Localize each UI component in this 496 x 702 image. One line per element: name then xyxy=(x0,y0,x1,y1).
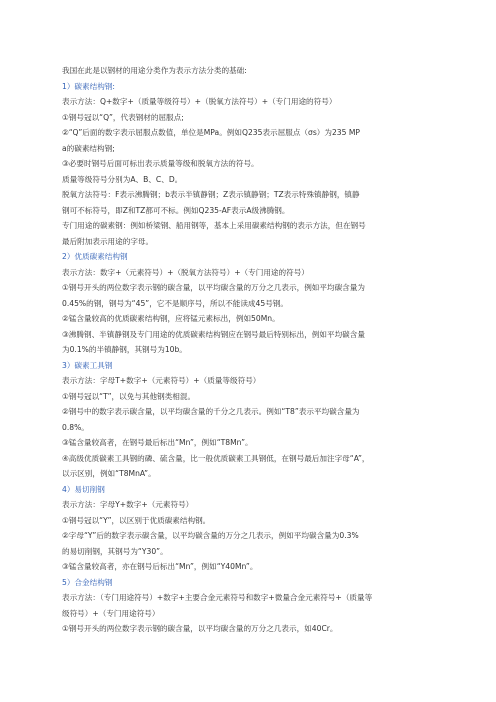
text-line: 质量等级符号分别为A、B、C、D。 xyxy=(62,174,183,184)
text-line: 钢可不标符号，即Z和TZ都可不标。例如Q235-AF表示A级沸腾钢。 xyxy=(62,205,290,215)
text-line: 最后附加表示用途的字母。 xyxy=(62,236,154,246)
text-line: ③锰含量较高者，在钢号最后标出“Mn”，例如“T8Mn”。 xyxy=(62,438,253,447)
text-line: 表示方法：数字+（元素符号）+（脱氧方法符号）+（专门用途的符号） xyxy=(62,267,309,277)
text-line: ①钢号冠以“T”，以免与其他钢类相混。 xyxy=(62,391,196,401)
text-line: ②锰含量较高的优质碳素结构钢，应将锰元素标出，例如50Mn。 xyxy=(62,314,280,323)
section-heading: 3）碳素工具钢 xyxy=(62,360,113,370)
text-line: 脱氧方法符号：F表示沸腾钢；b表示半镇静钢；Z表示镇静钢；TZ表示特殊镇静钢，镇静 xyxy=(62,190,360,199)
text-line: 我国在此是以钢材的用途分类作为表示方法分类的基础: xyxy=(62,66,247,75)
text-line: 表示方法：字母T+数字+（元素符号）+（质量等级符号） xyxy=(62,376,261,385)
text-line: a的碳素结构钢; xyxy=(62,143,115,153)
text-line: ③锰含量较高者，亦在钢号后标出“Mn”，例如“Y40Mn”。 xyxy=(62,562,258,571)
text-line: ①钢号冠以“Q”，代表钢材的屈服点; xyxy=(62,112,184,122)
text-line: ③必要时钢号后面可标出表示质量等级和脱氧方法的符号。 xyxy=(62,159,259,168)
text-line: 表示方法：字母Y+数字+（元素符号） xyxy=(62,500,194,509)
text-line: 0.45%的钢，钢号为“45”，它不是顺序号，所以不能读成45号钢。 xyxy=(62,298,288,308)
text-line: 0.8%。 xyxy=(62,422,89,432)
section-heading: 5）合金结构钢 xyxy=(62,577,113,587)
text-line: 专门用途的碳素钢：例如桥梁钢、船用钢等，基本上采用碳素结构钢的表示方法，但在钢号 xyxy=(62,221,366,230)
section-heading: 1）碳素结构钢: xyxy=(62,81,115,91)
text-line: ③沸腾钢、半镇静钢及专门用途的优质碳素结构钢应在钢号最后特别标出，例如平均碳含量 xyxy=(62,329,365,339)
text-line: 为0.1%的半镇静钢，其钢号为10b。 xyxy=(62,345,187,354)
text-line: ①钢号冠以“Y”，以区别于优质碳素结构钢。 xyxy=(62,515,211,525)
text-line: 表示方法：Q+数字+（质量等级符号）+（脱氧方法符号）+（专门用途的符号） xyxy=(62,97,337,106)
text-line: ①钢号开头的两位数字表示钢的碳含量，以平均碳含量的万分之几表示，例如平均碳含量为 xyxy=(62,283,365,292)
text-line: ①钢号开头的两位数字表示钢的碳含量，以平均碳含量的万分之几表示，如40Cr。 xyxy=(62,624,338,633)
text-line: ④高级优质碳素工具钢的磷、硫含量，比一般优质碳素工具钢低，在钢号最后加注字母“A”， xyxy=(62,453,370,463)
text-line: ②“Q”后面的数字表示屈服点数值，单位是MPa。例如Q235表示屈服点（σs）为235 MP xyxy=(62,128,360,137)
text-line: ②钢号中的数字表示碳含量，以平均碳含量的千分之几表示。例如“T8”表示平均碳含量为 xyxy=(62,407,360,416)
document-body xyxy=(62,63,442,637)
text-line: 表示方法：（专门用途符号）+数字+主要合金元素符号和数字+微量合金元素符号+（质量等 xyxy=(62,593,373,602)
section-heading: 2）优质碳素结构钢 xyxy=(62,252,128,261)
text-line: 级符号）+（专门用途符号） xyxy=(62,608,160,618)
text-line: 以示区别，例如“T8MnA”。 xyxy=(62,469,156,478)
text-line: ②字母“Y”后的数字表示碳含量，以平均碳含量的万分之几表示，例如平均碳含量为0.3% xyxy=(62,531,359,540)
text-line: 的易切削钢，其钢号为“Y30”。 xyxy=(62,546,168,556)
section-heading: 4）易切削钢 xyxy=(62,484,105,494)
